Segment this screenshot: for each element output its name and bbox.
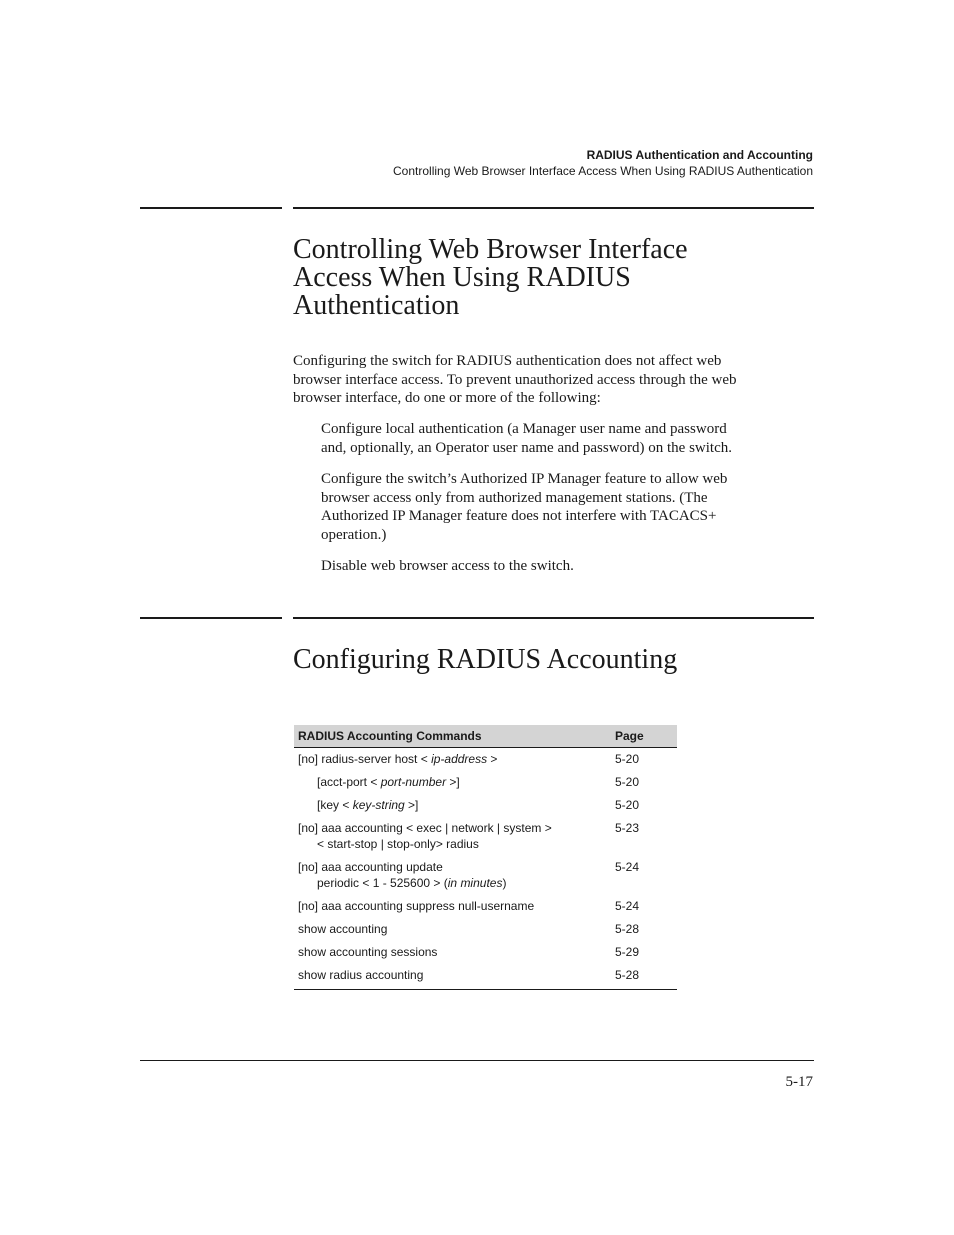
table-row (294, 820, 677, 859)
text-line: Disable web browser access to the switch. (321, 558, 574, 574)
page-number: 5-17 (785, 1074, 813, 1090)
page-cell: 5-28 (615, 967, 677, 990)
text-line: browser access only from authorized management stations. (The (321, 489, 708, 506)
text-line: operation.) (321, 526, 387, 543)
table-row (294, 859, 677, 898)
list-item-local-auth (321, 420, 801, 457)
heading-line: Authentication (293, 290, 460, 321)
page-cell: 5-20 (615, 775, 640, 789)
page-cell: 5-20 (615, 798, 640, 812)
command-cell: [no] radius-server host < ip-address > (298, 752, 498, 766)
section-rule (293, 207, 814, 209)
running-header-chapter: RADIUS Authentication and Accounting (586, 148, 813, 162)
page-cell: 5-28 (615, 922, 640, 936)
command-cell: show radius accounting (294, 967, 615, 990)
page-cell: 5-20 (615, 752, 640, 766)
heading-line: Controlling Web Browser Interface (293, 234, 688, 265)
heading-line: Access When Using RADIUS (293, 262, 631, 293)
section-heading-web-access (293, 236, 688, 320)
page-cell: 5-23 (615, 821, 640, 835)
table-row (294, 748, 677, 775)
command-cell: [no] aaa accounting suppress null-username (298, 899, 535, 913)
text-line: browser interface access. To prevent unauthorized access through the web (293, 371, 737, 388)
command-cell: [acct-port < port-number >] (317, 775, 460, 789)
intro-paragraph (293, 352, 813, 408)
text-line: browser interface, do one or more of the following: (293, 390, 601, 406)
command-cell: show accounting sessions (298, 945, 438, 959)
text-line: Configure local authentication (a Manager user name and password (321, 421, 727, 437)
text-line: Configure the switch’s Authorized IP Manager feature to allow web (321, 471, 728, 487)
margin-rule (140, 207, 282, 209)
page-cell: 5-29 (615, 945, 640, 959)
command-cell: [no] aaa accounting update periodic < 1 - 525600 > (in minutes) (298, 860, 507, 890)
command-cell: [key < key-string >] (317, 798, 419, 812)
table-row (294, 797, 677, 820)
footer-rule (140, 1060, 814, 1061)
running-header-section: Controlling Web Browser Interface Access When Using RADIUS Authentication (393, 164, 813, 178)
section-heading-accounting: Configuring RADIUS Accounting (293, 644, 678, 675)
table-row (294, 967, 677, 990)
table-row (294, 898, 677, 921)
list-item-authorized-ip (321, 470, 801, 544)
table-row (294, 944, 677, 967)
text-line: Authorized IP Manager feature does not interfere with TACACS+ (321, 508, 717, 524)
section-rule (293, 617, 814, 619)
text-line: and, optionally, an Operator user name and password) on the switch. (321, 439, 732, 456)
margin-rule (140, 617, 282, 619)
command-cell: show accounting (298, 922, 388, 936)
page-cell: 5-24 (615, 860, 640, 874)
command-cell: [no] aaa accounting < exec | network | system > < start-stop | stop-only> radius (298, 821, 552, 851)
list-item-disable-web (321, 557, 801, 576)
table-header-row (294, 725, 677, 748)
accounting-commands-table (294, 725, 677, 990)
table-row (294, 774, 677, 797)
column-header-page: Page (615, 725, 677, 748)
page-cell: 5-24 (615, 899, 640, 913)
text-line: Configuring the switch for RADIUS authentication does not affect web (293, 353, 722, 369)
column-header-command: RADIUS Accounting Commands (294, 725, 615, 748)
table-row (294, 921, 677, 944)
